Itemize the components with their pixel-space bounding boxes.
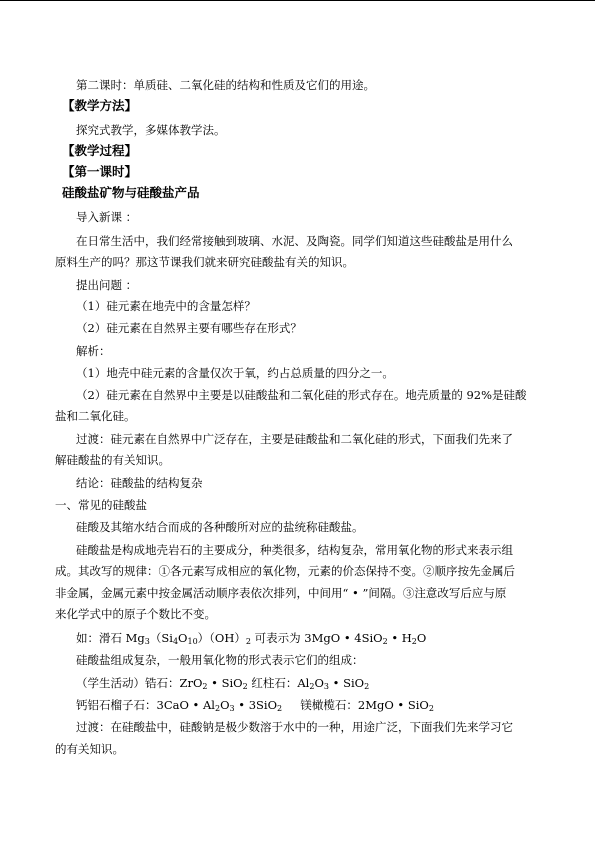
text-line: 探究式教学，多媒体教学法。 (76, 123, 226, 137)
text-line: 成。其改写的规律：①各元素写成相应的氧化物，元素的价态保持不变。②顺序按先金属后 (55, 564, 515, 578)
text-line: 硅酸盐是构成地壳岩石的主要成分，种类很多，结构复杂，常用氧化物的形式来表示组 (76, 543, 513, 557)
formula-line-garnet: 钙铝石榴子石：3CaO • $Al_2O_3$ • 3SiO$_2$ 镁橄榄石：2MgO • SiO$_2$ (76, 698, 434, 713)
text-line: 解硅酸盐的有关知识。 (55, 453, 170, 467)
text-line: 过渡：硅元素在自然界中广泛存在，主要是硅酸盐和二氧化硅的形式，下面我们先来了 (76, 432, 513, 446)
question-item: （2）硅元素在自然界主要有哪些存在形式？ (76, 321, 302, 335)
text-line: 结论：硅酸盐的结构复杂 (76, 476, 203, 490)
text-line: 来化学式中的原子个数比不变。 (55, 607, 216, 621)
page-top-border (0, 0, 595, 1)
text-line: 非金属，金属元素中按金属活动顺序表依次排列，中间用“ • ”间隔。③注意改写后应与原 (55, 586, 507, 600)
formula-line-talc: 如：滑石 $Mg_3(Si_4O_{10})(OH)_2$ 可表示为 3MgO • 4SiO$_2$ • $H_2O$ (76, 631, 427, 646)
text-line: 第二课时：单质硅、二氧化硅的结构和性质及它们的用途。 (76, 78, 375, 92)
section-heading-process: 【教学过程】 (62, 143, 138, 158)
text-line: 硅酸盐组成复杂，一般用氧化物的形式表示它们的组成： (76, 653, 364, 667)
section-heading-first-lesson: 【第一课时】 (62, 164, 138, 179)
formula-line-activity: （学生活动）锆石：ZrO$_2$ • SiO$_2$ 红柱石：$Al_2O_3$ • SiO$_2$ (76, 676, 370, 691)
text-line: 提出问题 ： (76, 278, 138, 292)
question-item: （1）硅元素在地壳中的含量怎样？ (76, 299, 256, 313)
text-line: 的有关知识。 (55, 742, 124, 756)
text-line: 在日常生活中，我们经常接触到玻璃、水泥、及陶瓷。同学们知道这些硅酸盐是用什么 (76, 234, 513, 248)
answer-item: （1）地壳中硅元素的含量仅次于氧，约占总质量的四分之一。 (76, 366, 394, 380)
text-line: 原料生产的吗？那这节课我们就来研究硅酸盐有关的知识。 (55, 255, 354, 269)
text-line: 过渡：在硅酸盐中，硅酸钠是极少数溶于水中的一种，用途广泛，下面我们先来学习它 (76, 720, 513, 734)
lesson-title: 硅酸盐矿物与硅酸盐产品 (62, 185, 200, 200)
text-line: 硅酸及其缩水结合而成的各种酸所对应的盐统称硅酸盐。 (76, 520, 364, 534)
section-heading-method: 【教学方法】 (62, 98, 138, 113)
answer-item: （2）硅元素在自然界中主要是以硅酸盐和二氧化硅的形式存在。地壳质量的 92%是硅酸 (76, 388, 527, 402)
subsection-heading: 一、常见的硅酸盐 (55, 498, 147, 512)
text-line: 解析： (76, 344, 111, 358)
text-line: 导入新课 ： (76, 210, 138, 224)
text-line: 盐和二氧化硅。 (55, 409, 136, 423)
